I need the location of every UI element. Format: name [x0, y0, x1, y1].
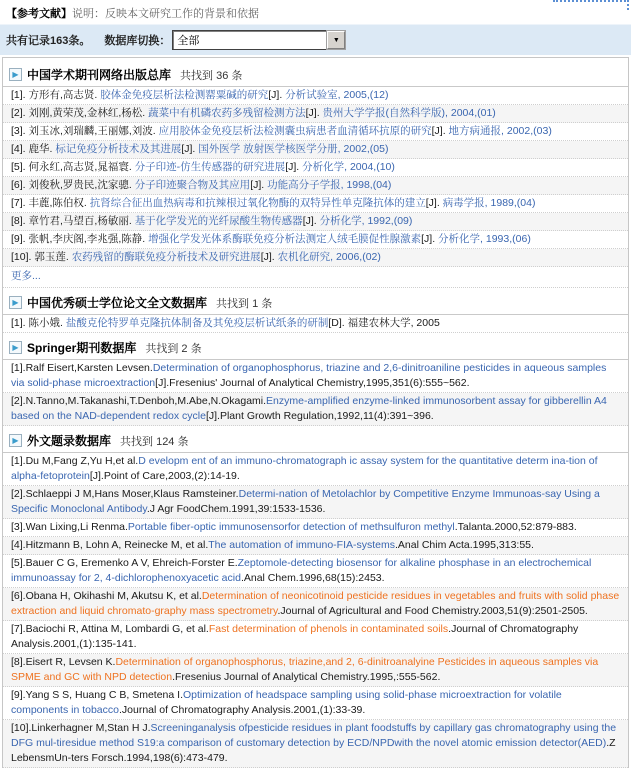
reference-citation-text: [J].	[305, 107, 323, 119]
reference-citation-text: [2]. 刘刚,黄荣茂,金林红,杨松.	[11, 107, 149, 119]
reference-item	[3, 249, 628, 267]
expand-icon[interactable]: ▶	[9, 68, 22, 81]
reference-item	[3, 315, 628, 333]
reference-description: 说明：反映本文研究工作的背景和依据	[72, 8, 259, 20]
reference-item	[3, 621, 628, 654]
records-toolbar	[0, 24, 631, 55]
section-count: 共找到 1 条	[216, 297, 273, 310]
reference-title-link[interactable]: 胶体金免疫层析法检测罂粟碱的研究	[100, 89, 269, 101]
reference-title-link[interactable]: 盐酸克伦特罗单克隆抗体制备及其免疫层析试纸条的研制	[65, 317, 329, 329]
reference-note-line	[0, 0, 631, 24]
reference-citation-text: [J].Point of Care,2003,(2):14-19.	[89, 470, 240, 482]
reference-citation-text: [J].	[421, 233, 439, 245]
reference-citation-text: [2].N.Tanno,M.Takanashi,T.Denboh,M.Abe,N.Okagami.	[11, 395, 267, 407]
reference-citation-text: [J].	[431, 125, 449, 137]
reference-title-link[interactable]: 农药残留的酶联免疫分析技术及研究进展	[71, 251, 261, 263]
reference-title-link[interactable]: 基于化学发光的光纤尿酸生物传感器	[134, 215, 303, 227]
reference-citation-text: [5]. 何永红,高志贤,晁福寰.	[11, 161, 135, 173]
section-header	[3, 428, 628, 453]
reference-title-link[interactable]: 农机化研究, 2006,(02)	[277, 251, 381, 263]
reference-citation-text: [1]. 陈小娥.	[11, 317, 66, 329]
reference-citation-text: [3]. 刘玉冰,刘瑞麟,王丽娜,刘波.	[11, 125, 159, 137]
dropdown-arrow-icon[interactable]: ▼	[327, 31, 345, 49]
reference-item	[3, 177, 628, 195]
reference-title-link[interactable]: 蔬菜中有机磷农药多残留检测方法	[148, 107, 306, 119]
reference-citation-text: [5].Bauer C G, Eremenko A V, Ehreich-Forster E.	[11, 557, 238, 569]
reference-title-link[interactable]: Enzyme-amplified enzyme-linked immunosorbent assay for gibberellin A4 based on the NAD-dependent redox cycle	[11, 395, 607, 422]
section-count: 共找到 2 条	[145, 342, 202, 355]
reference-title-link[interactable]: Determination of organophosphorus, triazine,and 2, 6-dinitroanalyine Pesticides in aqueous samples via SPME and GC with NPD detection	[11, 656, 599, 683]
reference-citation-text: [1].Du M,Fang Z,Yu H,et al.	[11, 455, 139, 467]
reference-citation-text: [8]. 章竹君,马望百,杨敏丽.	[11, 215, 135, 227]
reference-title-link[interactable]: 分析试验室, 2005,(12)	[285, 89, 389, 101]
reference-title-link[interactable]: 增强化学发光体系酶联免疫分析法测定人绒毛膜促性腺激素	[148, 233, 422, 245]
reference-item	[3, 393, 628, 426]
reference-title-link[interactable]: 分析化学, 1992,(09)	[319, 215, 413, 227]
reference-title-link[interactable]: Portable fiber-optic immunosensorfor detection of methsulfuron methyl	[127, 521, 455, 533]
reference-title-link[interactable]: 分子印迹-仿生传感器的研究进展	[134, 161, 286, 173]
reference-title-link[interactable]: 地方病通报, 2002,(03)	[448, 125, 552, 137]
reference-citation-text: .J Agr FoodChem.1991,39:1533-1536.	[146, 503, 326, 515]
reference-citation-text: [10]. 郭玉莲.	[11, 251, 72, 263]
reference-title-link[interactable]: 贵州大学学报(自然科学版), 2004,(01)	[322, 107, 496, 119]
reference-title-link[interactable]: 病毒学报, 1989,(04)	[442, 197, 536, 209]
expand-icon[interactable]: ▶	[9, 296, 22, 309]
section-title: Springer期刊数据库	[27, 341, 137, 355]
reference-citation-text: .Z LebensmUn-ters Forsch.1994,198(6):473-479.	[11, 737, 616, 764]
reference-citation-text: [J].	[425, 197, 443, 209]
reference-item	[3, 231, 628, 249]
reference-citation-text: [7]. 丰蔍,陈伯权.	[11, 197, 90, 209]
reference-title-link[interactable]: 标记免疫分析技术及其进展	[55, 143, 182, 155]
reference-title-link[interactable]: 分析化学, 1993,(06)	[438, 233, 531, 245]
reference-items	[3, 453, 628, 768]
reference-citation-text: .Anal Chem.1996,68(15):2453.	[240, 572, 385, 584]
reference-citation-text: [7].Baciochi R, Attina M, Lombardi G, et al.	[11, 623, 209, 635]
reference-item	[3, 87, 628, 105]
reference-title-link[interactable]: The automation of immuno-FIA-systems	[208, 539, 395, 551]
expand-icon[interactable]: ▶	[9, 341, 22, 354]
section-count: 共找到 36 条	[180, 69, 243, 82]
reference-citation-text: [J].	[250, 179, 268, 191]
reference-title-link[interactable]: Determi-nation of Metolachlor by Competitive Enzyme Immunoas-say Using a Specific Monoclonal Antibody	[11, 488, 600, 515]
reference-item	[3, 123, 628, 141]
reference-citation-text: .Talanta.2000,52:879-883.	[454, 521, 577, 533]
reference-citation-text: [8].Eisert R, Levsen K.	[11, 656, 116, 668]
reference-citation-text: .Fresenius Journal of Analytical Chemistry.1995,:555-562.	[172, 671, 441, 683]
reference-title-link[interactable]: 抗肾综合征出血热病毒和抗辣根过氧化物酶的双特异性单克隆抗体的建立	[89, 197, 426, 209]
reference-citation-text: [1].Ralf Eisert,Karsten Levsen.	[11, 362, 153, 374]
reference-item	[3, 159, 628, 177]
reference-citation-text: [J].	[260, 251, 278, 263]
reference-item	[3, 486, 628, 519]
reference-citation-text: [J].Plant Growth Regulation,1992,11(4):391~396.	[205, 410, 434, 422]
reference-citation-text: .Journal of Agricultural and Food Chemistry.2003,51(9):2501-2505.	[277, 605, 588, 617]
section-count: 共找到 124 条	[120, 435, 189, 448]
reference-item	[3, 360, 628, 393]
reference-item	[3, 519, 628, 537]
reference-citation-text: .Journal of Chromatography Analysis.2001,(1):33-39.	[118, 704, 366, 716]
reference-citation-text: [4]. 鹿华.	[11, 143, 56, 155]
reference-title-link[interactable]: 功能高分子学报, 1998,(04)	[267, 179, 392, 191]
reference-citation-text: [J].	[302, 215, 320, 227]
reference-citation-text: [D]. 福建农林大学, 2005	[328, 317, 440, 329]
reference-items	[3, 315, 628, 333]
reference-items	[3, 87, 628, 267]
db-switch-label: 数据库切换：	[104, 35, 171, 47]
reference-item	[3, 105, 628, 123]
section-title: 外文题录数据库	[27, 434, 112, 448]
reference-title-link[interactable]: Screeninganalysis ofpesticide residues in plant foodstuffs by capillary gas chromatography using the DFG mul-tiresidue method S19:a comparison of customary detection by ECD/NPDwith the novel atomic emission detector(AED)	[11, 722, 617, 749]
section-header	[3, 290, 628, 315]
reference-title-link[interactable]: Determination of neonicotinoid pesticide residues in vegetables and fruits with solid phase extraction and liquid chromato-graphy mass spectrometry	[11, 590, 620, 617]
reference-citation-text: .Anal Chim Acta.1995,313:55.	[395, 539, 534, 551]
reference-item	[3, 588, 628, 621]
reference-list-container	[2, 57, 629, 768]
section-header	[3, 335, 628, 360]
reference-citation-text: [4].Hitzmann B, Lohn A, Reinecke M, et al.	[11, 539, 209, 551]
reference-item	[3, 654, 628, 687]
reference-citation-text: [1]. 方形有,高志贤.	[11, 89, 101, 101]
reference-citation-text: [9]. 张帆,李庆阁,李兆强,陈静.	[11, 233, 149, 245]
expand-icon[interactable]: ▶	[9, 434, 22, 447]
reference-item	[3, 537, 628, 555]
db-section	[3, 428, 628, 768]
section-title: 中国学术期刊网络出版总库	[27, 68, 172, 82]
reference-citation-text: [6].Obana H, Okihashi M, Akutsu K, et al.	[11, 590, 202, 602]
reference-title-link[interactable]: 国外医学 放射医学核医学分册, 2002,(05)	[198, 143, 389, 155]
reference-item	[3, 213, 628, 231]
reference-citation-text: [J].	[181, 143, 199, 155]
reference-title-link[interactable]: Optimization of headspace sampling using solid-phase microextraction for volatile components in tobacco	[11, 689, 562, 716]
reference-item	[3, 195, 628, 213]
reference-citation-text: .Journal of Chromatography Analysis.2001,(1):135-141.	[11, 623, 579, 650]
reference-title-link[interactable]: 分析化学, 2004,(10)	[302, 161, 395, 173]
section-header	[3, 62, 628, 87]
db-section	[3, 335, 628, 426]
reference-citation-text: [J].Fresenius' Journal of Analytical Chemistry,1995,351(6):555~562.	[155, 377, 470, 389]
reference-item	[3, 687, 628, 720]
reference-citation-text: [J].	[268, 89, 286, 101]
section-title: 中国优秀硕士学位论文全文数据库	[27, 296, 208, 310]
reference-title-link[interactable]: Zeptomole-detecting biosensor for alkaline phosphase in an electrochemical immunoassay for 2, 4-dichlorophenoxyacetic acid	[11, 557, 592, 584]
reference-citation-text: [2].Schlaeppi J M,Hans Moser,Klaus Ramsteiner.	[11, 488, 239, 500]
reference-citation-text: [10].Linkerhagner M,Stan H J.	[11, 722, 151, 734]
reference-title-link[interactable]: 应用胶体金免疫层析法检测囊虫病患者血清循环抗原的研究	[158, 125, 432, 137]
reference-item	[3, 141, 628, 159]
reference-title-link[interactable]: Fast determination of phenols in contaminated soils	[208, 623, 449, 635]
reference-title-link[interactable]: 分子印迹聚合物及其应用	[134, 179, 251, 191]
database-sections	[3, 62, 628, 768]
db-section	[3, 62, 628, 288]
reference-item	[3, 555, 628, 588]
db-section	[3, 290, 628, 333]
reference-citation-text: [9].Yang S S, Huang C B, Smetena I.	[11, 689, 183, 701]
reference-citation-text: [6]. 刘俊秋,罗贵民,沈家骢.	[11, 179, 135, 191]
reference-title-link[interactable]: D evelopm ent of an immuno-chromatograph ic assay system for the quantitative determ ina-tion of alpha-fetoprotein	[11, 455, 598, 482]
reference-item	[3, 720, 628, 768]
reference-section-tag: 【参考文献】	[6, 8, 72, 20]
record-count-label: 共有记录163条。	[6, 35, 91, 47]
reference-title-link[interactable]: Determination of organophosphorus, triazine and 2,6-dinitroaniline pesticides in aqueous samples via solid-phase microextraction	[11, 362, 607, 389]
reference-item	[3, 453, 628, 486]
outer-dotted-border-fragment	[553, 0, 629, 10]
reference-citation-text: [J].	[285, 161, 303, 173]
db-select-value: 全部	[177, 35, 200, 47]
reference-items	[3, 360, 628, 426]
more-link[interactable]: 更多...	[3, 267, 628, 288]
reference-citation-text: [3].Wan Lixing,Li Renma.	[11, 521, 128, 533]
db-select[interactable]	[172, 30, 346, 50]
